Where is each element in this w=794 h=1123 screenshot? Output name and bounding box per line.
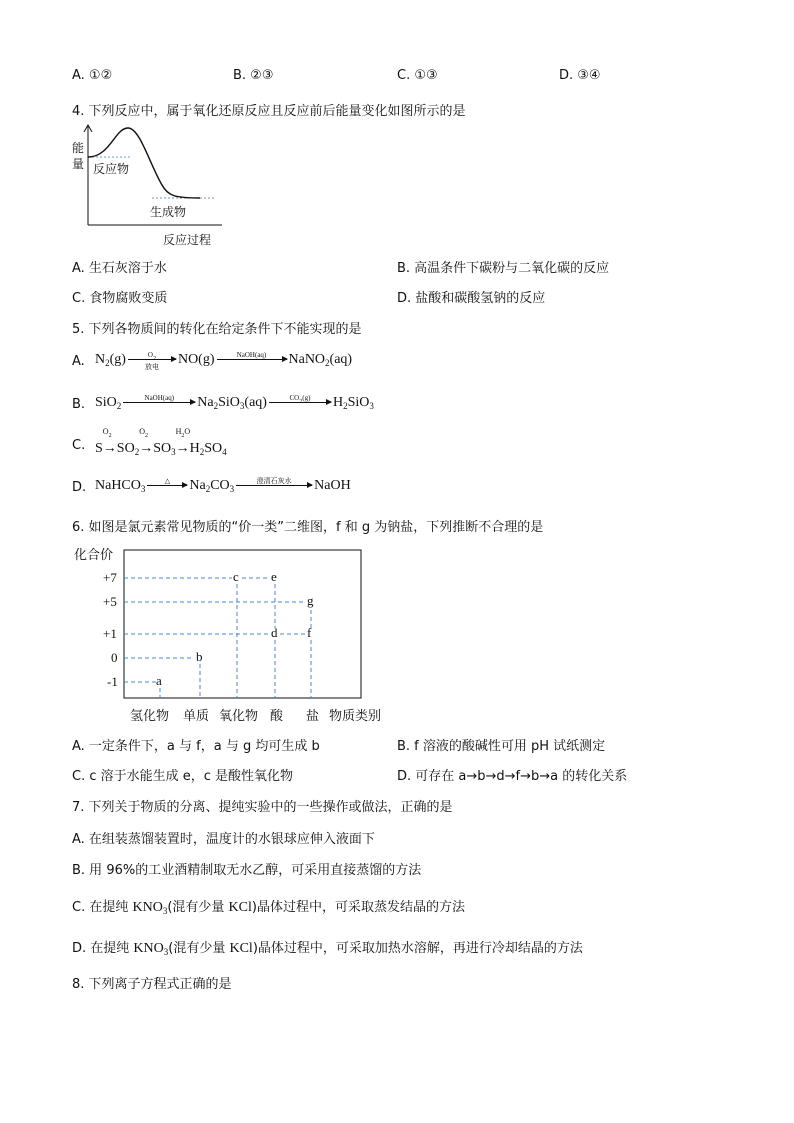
q5-stem: 5. 下列各物质间的转化在给定条件下不能实现的是 [72, 322, 362, 337]
point-c: c [233, 569, 239, 584]
point-e: e [271, 569, 277, 584]
q5-option-c-equation: S $O_2$ $\to SO_2$ $O_2$ $\to SO_3$ $H_2O$ $\to H_2SO_4$ [95, 427, 227, 458]
q4-option-a: A. 生石灰溶于水 [72, 261, 167, 276]
energy-xlabel: 反应过程 [163, 233, 212, 247]
valence-class-diagram [70, 540, 400, 725]
q7-stem: 7. 下列关于物质的分离、提纯实验中的一些操作或做法，正确的是 [72, 800, 453, 815]
q6-option-c: C. c 溶于水能生成 e，c 是酸性氧化物 [72, 769, 294, 784]
q7-option-c: C. 在提纯 $KNO_3$(混有少量 KCl)晶体过程中，可采取蒸发结晶的方法 [72, 900, 465, 916]
q4-option-c: C. 食物腐败变质 [72, 291, 168, 306]
q8-stem: 8. 下列离子方程式正确的是 [72, 977, 232, 992]
q5-option-d-label: D. [72, 480, 87, 495]
q3-option-c: C. ①③ [397, 68, 438, 83]
q5-option-c-label: C. [72, 438, 86, 453]
q7-option-a: A. 在组装蒸馏装置时，温度计的水银球应伸入液面下 [72, 832, 375, 847]
xlabel-category: 物质类别 [329, 709, 382, 724]
q3-option-a: A. ①② [72, 68, 113, 83]
product-label: 生成物 [150, 205, 187, 219]
point-d: d [271, 625, 278, 640]
valence-ylabel: 化合价 [74, 548, 114, 563]
q3-option-d: D. ③④ [559, 68, 601, 83]
q5-option-d-equation: NaHCO$_3$ △ $Na_2CO_3$ 澄清石灰水 NaOH [95, 477, 351, 494]
q3-option-b: B. ②③ [233, 68, 274, 83]
q6-option-d: D. 可存在 a→b→d→f→b→a 的转化关系 [397, 769, 628, 784]
q5-option-b-equation: SiO$_2$ NaOH(aq) $Na_2SiO_3(aq)$ CO (g) $H_2SiO_3$ [95, 394, 374, 411]
q4-option-b: B. 高温条件下碳粉与二氧化碳的反应 [397, 261, 610, 276]
q4-stem: 4. 下列反应中，属于氧化还原反应且反应前后能量变化如图所示的是 [72, 104, 466, 119]
q4-option-d: D. 盐酸和碳酸氢钠的反应 [397, 291, 546, 306]
reactant-label: 反应物 [93, 162, 130, 176]
ytick-plus7: +7 [103, 570, 117, 585]
q5-option-a-label: A. [72, 354, 85, 369]
ytick-plus1: +1 [103, 626, 117, 641]
xlabel-acid: 酸 [270, 709, 284, 724]
ytick-minus1: -1 [107, 674, 118, 689]
xlabel-element: 单质 [183, 709, 210, 724]
point-a: a [156, 673, 162, 688]
xlabel-oxide: 氧化物 [219, 709, 259, 724]
q5-option-a-equation: $N_2(g)$ O 放电 NO(g) NaOH(aq) NaNO$_2$(aq) [95, 351, 353, 372]
q6-option-b: B. f 溶液的酸碱性可用 pH 试纸测定 [397, 739, 606, 754]
q6-option-a: A. 一定条件下，a 与 f，a 与 g 均可生成 b [72, 739, 320, 754]
ytick-plus5: +5 [103, 594, 117, 609]
point-g: g [307, 593, 314, 608]
q7-option-d: D. 在提纯 $KNO_3$(混有少量 KCl)晶体过程中，可采取加热水溶解，再进行冷却结晶的方法 [72, 941, 583, 957]
ytick-zero: 0 [111, 650, 118, 665]
xlabel-salt: 盐 [306, 709, 320, 724]
point-b: b [196, 649, 203, 664]
energy-ylabel: 能量 [72, 141, 85, 171]
q6-stem: 6. 如图是氯元素常见物质的“价一类”二维图，f 和 g 为钠盐，下列推断不合理的是 [72, 520, 544, 535]
q7-option-b: B. 用 96%的工业酒精制取无水乙醇，可采用直接蒸馏的方法 [72, 863, 422, 878]
q5-option-b-label: B. [72, 397, 86, 412]
xlabel-hydride: 氢化物 [130, 709, 170, 724]
point-f: f [307, 625, 312, 640]
